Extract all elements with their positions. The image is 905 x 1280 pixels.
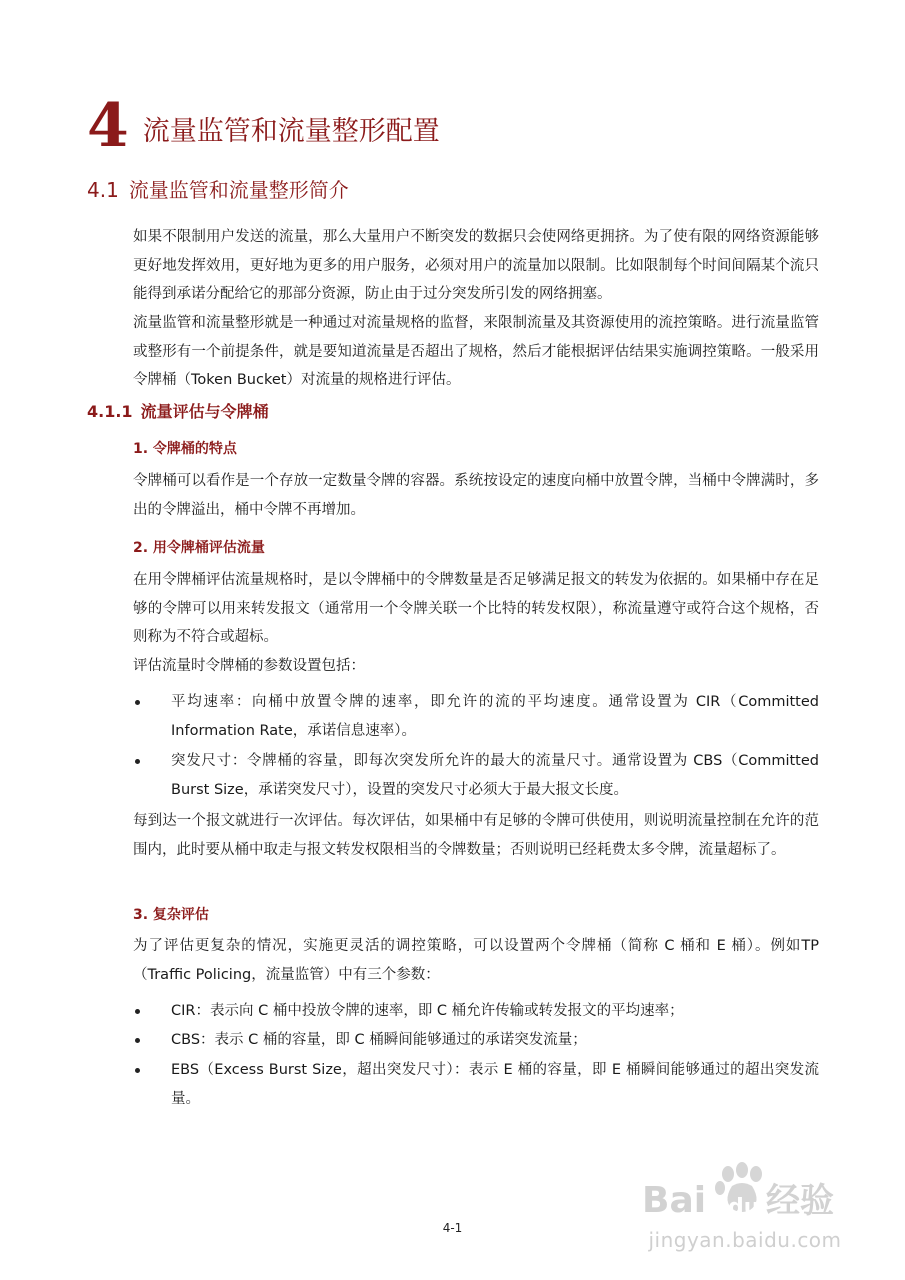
list-item — [133, 997, 819, 1026]
list-item — [133, 1056, 819, 1113]
part2-heading: 2. 用令牌桶评估流量 — [133, 540, 265, 556]
list-item — [133, 1026, 819, 1055]
page-number: 4-1 — [442, 1221, 463, 1235]
list-item — [133, 747, 819, 804]
list-item — [133, 688, 819, 745]
list-item-text: 平均速率：向桶中放置令牌的速率，即允许的流的平均速度。通常设置为 CIR（Committed Information Rate，承诺信息速率）。 — [171, 694, 819, 739]
part2-paragraph-1: 在用令牌桶评估流量规格时，是以令牌桶中的令牌数量是否足够满足报文的转发为依据的。如果桶中存在足够的令牌可以用来转发报文（通常用一个令牌关联一个比特的转发权限），称流量遵守或符合这个规格，否则称为不符合或超标。 — [133, 572, 819, 645]
list-item-text: 突发尺寸：令牌桶的容量，即每次突发所允许的最大的流量尺寸。通常设置为 CBS（Committed Burst Size，承诺突发尺寸），设置的突发尺寸必须大于最大报文长度。 — [171, 753, 819, 798]
part2-paragraph-2: 评估流量时令牌桶的参数设置包括： — [133, 658, 365, 674]
part2-paragraph-3: 每到达一个报文就进行一次评估。每次评估，如果桶中有足够的令牌可供使用，则说明流量控制在允许的范围内，此时要从桶中取走与报文转发权限相当的令牌数量；否则说明已经耗费太多令牌，流量超标了。 — [133, 813, 819, 858]
subsection-title: 流量评估与令牌桶 — [140, 402, 269, 421]
subsection-heading — [87, 401, 269, 423]
watermark-jingyan-cn: 经验 — [766, 1181, 834, 1221]
bullet-icon — [133, 1056, 171, 1113]
intro-paragraph-2: 流量监管和流量整形就是一种通过对流量规格的监督，来限制流量及其资源使用的流控策略。进行流量监管或整形有一个前提条件，就是要知道流量是否超出了规格，然后才能根据评估结果实施调控策略。一般采用令牌桶（Token Bucket）对流量的规格进行评估。 — [133, 315, 819, 388]
bullet-icon — [133, 1026, 171, 1055]
section-number: 4.1 — [87, 178, 119, 202]
baidu-jingyan-watermark — [640, 1148, 850, 1268]
section-heading — [87, 176, 349, 204]
bullet-icon — [133, 997, 171, 1026]
part1-heading: 1. 令牌桶的特点 — [133, 441, 237, 457]
list-item-text: CBS：表示 C 桶的容量，即 C 桶瞬间能够通过的承诺突发流量； — [171, 1032, 587, 1048]
chapter-number: 4 — [87, 91, 129, 161]
chapter-heading — [87, 86, 440, 161]
section-title: 流量监管和流量整形简介 — [128, 178, 349, 202]
bullet-icon — [133, 688, 171, 745]
chapter-title: 流量监管和流量整形配置 — [142, 116, 440, 147]
list-item-text: CIR：表示向 C 桶中投放令牌的速率，即 C 桶允许传输或转发报文的平均速率； — [171, 1003, 684, 1019]
baidu-paw-logo-icon — [640, 1162, 850, 1222]
watermark-bai: Bai — [642, 1180, 707, 1221]
watermark-url: jingyan.baidu.com — [648, 1228, 842, 1252]
part3-heading: 3. 复杂评估 — [133, 907, 209, 923]
list-item-text: EBS（Excess Burst Size，超出突发尺寸）：表示 E 桶的容量，即 E 桶瞬间能够通过的超出突发流量。 — [171, 1062, 819, 1107]
intro-paragraph-1: 如果不限制用户发送的流量，那么大量用户不断突发的数据只会使网络更拥挤。为了使有限的网络资源能够更好地发挥效用，更好地为更多的用户服务，必须对用户的流量加以限制。比如限制每个时间间隔某个流只能得到承诺分配给它的那部分资源，防止由于过分突发所引发的网络拥塞。 — [133, 229, 819, 302]
part1-paragraph: 令牌桶可以看作是一个存放一定数量令牌的容器。系统按设定的速度向桶中放置令牌，当桶中令牌满时，多出的令牌溢出，桶中令牌不再增加。 — [133, 473, 819, 518]
watermark-du: du — [728, 1195, 760, 1220]
subsection-number: 4.1.1 — [87, 402, 133, 421]
bullet-icon — [133, 747, 171, 804]
part3-paragraph: 为了评估更复杂的情况，实施更灵活的调控策略，可以设置两个令牌桶（简称 C 桶和 E 桶）。例如TP（Traffic Policing，流量监管）中有三个参数： — [133, 938, 819, 983]
